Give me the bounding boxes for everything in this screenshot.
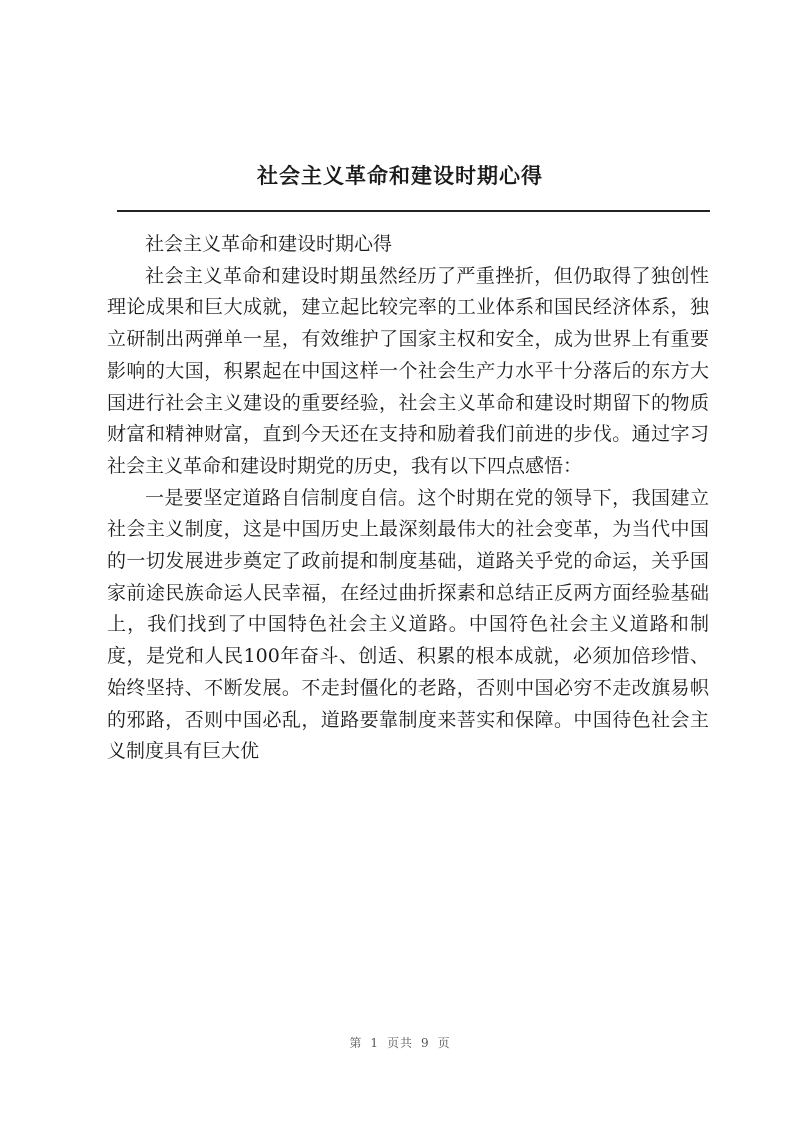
document-title: 社会主义革命和建设时期心得	[257, 163, 543, 188]
footer-total-pages: 9	[421, 1036, 430, 1050]
paragraph-point-one: 一是要坚定道路自信制度自信。这个时期在党的领导下，我国建立社会主义制度，这是中国历史上最深刻最伟大的社会变革，为当代中国的一切发展进步奠定了政前提和制度基础，道路关乎党的命运，关乎国家前途民族命运人民幸福，在经过曲折探素和总结正反两方面经验基础上，我们找到了中国特色社会主义道路。中国符色社会主义道路和制度，是党和人民100年奋斗、创适、积累的根本成就，必须加倍珍惜、始终坚持、不断发展。不走封僵化的老路，否则中国必穷不走改旗易帜的邪路，否则中国必乱，道路要靠制度来菩实和保障。中国待色社会主义制度具有巨大优	[107, 486, 709, 763]
page-footer	[0, 1034, 800, 1051]
document-body	[107, 229, 709, 768]
paragraph-heading: 社会主义革命和建设时期心得	[145, 233, 393, 255]
footer-page-number: 1	[370, 1036, 379, 1050]
paragraph-intro: 社会主义革命和建设时期虽然经历了严重挫折，但仍取得了独创性理论成果和巨大成就，建立起比较完率的工业体系和国民经济体系，独立研制出两弹单一星，有效维护了国家主权和安全，成为世界上有重要影响的大国，积累起在中国这样一个社会生产力水平十分落后的东方大国进行社会主义建设的重要经验，社会主义革命和建设时期留下的物质财富和精神财富，直到今天还在支持和励着我们前进的步伐。通过字习社会主义革命和建设时期党的历史，我有以下四点感悟：	[107, 264, 709, 477]
footer-di: 第	[349, 1036, 363, 1050]
footer-ye: 页	[437, 1036, 451, 1050]
title-divider	[117, 210, 710, 212]
footer-ye-gong: 页共	[386, 1036, 413, 1050]
